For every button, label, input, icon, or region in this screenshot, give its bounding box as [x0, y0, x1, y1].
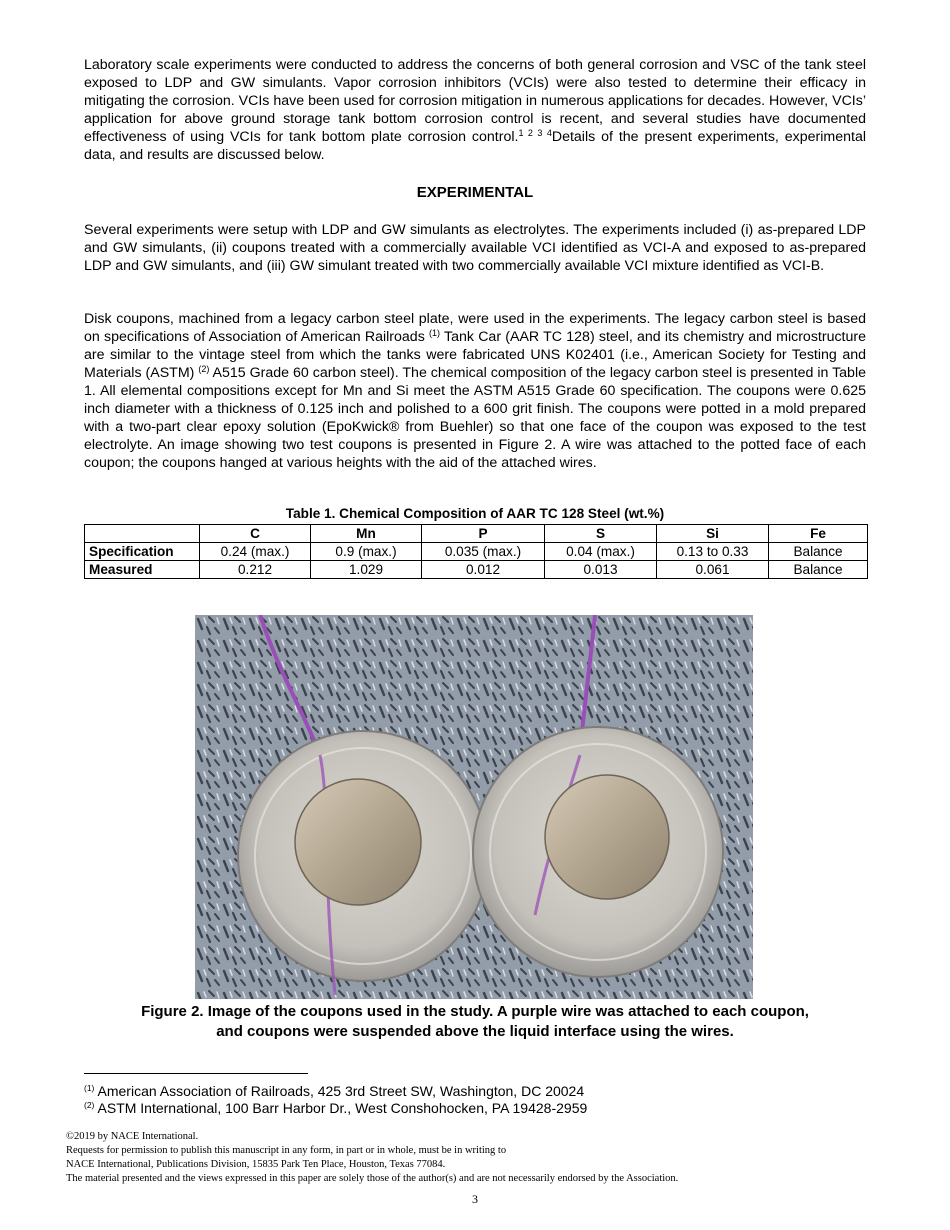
- page-number: 3: [472, 1192, 478, 1206]
- intro-text-end: Details of the present experiments, experimental data, and results are discussed below.: [84, 129, 866, 163]
- table-header-row: [85, 525, 868, 543]
- footnote-2: [84, 1100, 587, 1117]
- table-cell: 0.13 to 0.33: [657, 543, 769, 561]
- legal-notice: [66, 1130, 678, 1186]
- experimental-paragraph-2: [84, 310, 866, 472]
- intro-paragraph: [84, 56, 866, 164]
- table-cell: Balance: [769, 561, 868, 579]
- experimental-paragraph-1: Several experiments were setup with LDP and GW simulants as electrolytes. The experiments included (i) as-prepared LDP and GW simulants, (ii) coupons treated with a commercially available VCI identified as VCI-A and exposed to as-prepared LDP and GW simulants, and (iii) GW simulant treated with two commercially available VCI mixture identified as VCI-B.: [84, 222, 866, 274]
- table-row-label: Specification: [85, 543, 200, 561]
- figure-caption-line-1: Figure 2. Image of the coupons used in the study. A purple wire was attached to each coupon,: [141, 1003, 809, 1020]
- intro-reference-marks: 1 2 3 4: [518, 128, 552, 138]
- legal-line-1: ©2019 by NACE International.: [66, 1131, 199, 1142]
- footnote-1-text: American Association of Railroads, 425 3rd Street SW, Washington, DC 20024: [97, 1083, 585, 1099]
- intro-text: Laboratory scale experiments were conducted to address the concerns of both general corrosion and VSC of the tank steel exposed to LDP and GW simulants. Vapor corrosion inhibitors (VCIs) were also tested to determine their efficacy in mitigating the corrosion. VCIs have been used for corrosion mitigation in numerous applications for decades. However, VCIs’ application for above ground storage tank bottom corrosion control is recent, and several studies have documented effectiveness of using VCIs for tank bottom plate corrosion control.: [84, 57, 866, 145]
- legal-line-2: Requests for permission to publish this manuscript in any form, in part or in whole, must be in writing to: [66, 1145, 507, 1156]
- table-cell: 1.029: [311, 561, 422, 579]
- footnote-2-mark: (2): [84, 1100, 95, 1110]
- table-cell: 0.035 (max.): [422, 543, 545, 561]
- footnote-mark-2: (2): [198, 364, 210, 374]
- table-header-cell: C: [200, 525, 311, 543]
- footnote-divider: [84, 1073, 308, 1074]
- table-cell: 0.24 (max.): [200, 543, 311, 561]
- steel-coupon-left: [295, 779, 421, 905]
- table-header-cell: P: [422, 525, 545, 543]
- footnote-1: [84, 1083, 584, 1100]
- table-cell: 0.212: [200, 561, 311, 579]
- figure-caption: [80, 1002, 870, 1042]
- paragraph2-text-2: Tank Car (AAR TC 128) steel, and its chemistry and microstructure are similar to the vintage steel from which the tanks were fabricated UNS K02401 (i.e., American Society for Testing and Materials (ASTM): [84, 329, 867, 381]
- table-cell: 0.061: [657, 561, 769, 579]
- footnote-1-mark: (1): [84, 1083, 95, 1093]
- paragraph2-text-3: A515 Grade 60 carbon steel). The chemical composition of the legacy carbon steel is presented in Table 1. All elemental compositions except for Mn and Si meet the ASTM A515 Grade 60 specification. The coupons were 0.625 inch diameter with a thickness of 0.125 inch and polished to a 600 grit finish. The coupons were potted in a mold prepared with a two-part clear epoxy solution (EpoKwick® from Buehler) so that one face of the coupon was exposed to the test electrolyte. An image showing two test coupons is presented in Figure 2. A wire was attached to the potted face of each coupon; the coupons hanged at various heights with the aid of the attached wires.: [84, 365, 866, 471]
- table-cell: 0.013: [545, 561, 657, 579]
- table-caption: Table 1. Chemical Composition of AAR TC 128 Steel (wt.%): [285, 506, 665, 521]
- table-cell: 0.012: [422, 561, 545, 579]
- table-header-cell: Fe: [769, 525, 868, 543]
- figure-caption-line-2: and coupons were suspended above the liquid interface using the wires.: [216, 1023, 734, 1040]
- table-header-cell: Si: [657, 525, 769, 543]
- footnote-2-text: ASTM International, 100 Barr Harbor Dr., West Conshohocken, PA 19428-2959: [97, 1100, 588, 1116]
- table-row: [85, 561, 868, 579]
- paragraph2-text-1: Disk coupons, machined from a legacy carbon steel plate, were used in the experiments. The legacy carbon steel is based on specifications of Association of American Railroads: [84, 311, 866, 345]
- table-row-label: Measured: [85, 561, 200, 579]
- table-cell: 0.04 (max.): [545, 543, 657, 561]
- table-cell: 0.9 (max.): [311, 543, 422, 561]
- table-header-cell: Mn: [311, 525, 422, 543]
- table-header-cell: [85, 525, 200, 543]
- table-cell: Balance: [769, 543, 868, 561]
- steel-coupon-right: [545, 775, 669, 899]
- coupons-photo: [195, 615, 753, 999]
- composition-table: [84, 524, 868, 579]
- section-heading-experimental: EXPERIMENTAL: [416, 184, 534, 201]
- legal-line-4: The material presented and the views expressed in this paper are solely those of the author(s) and are not necessarily endorsed by the Association.: [66, 1173, 679, 1184]
- footnote-mark-1: (1): [429, 328, 441, 338]
- legal-line-3: NACE International, Publications Division, 15835 Park Ten Place, Houston, Texas 77084.: [66, 1159, 446, 1170]
- table-row: [85, 543, 868, 561]
- table-header-cell: S: [545, 525, 657, 543]
